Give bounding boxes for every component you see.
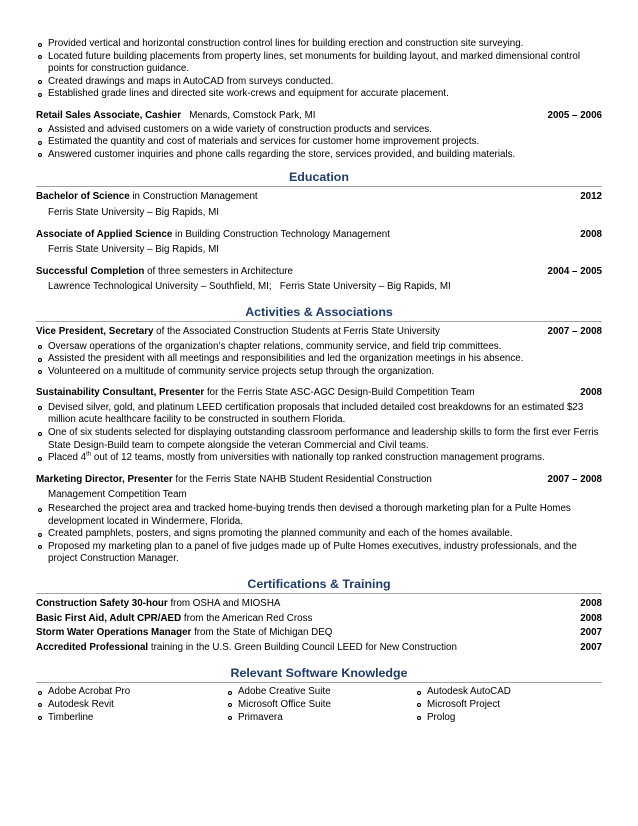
list-item: Timberline xyxy=(36,712,226,725)
role-dates: 2007 – 2008 xyxy=(547,325,602,337)
certifications-heading: Certifications & Training xyxy=(36,577,602,594)
role-desc: for the Ferris State ASC-AGC Design-Build Competition Team xyxy=(204,387,475,399)
job-dates: 2005 – 2006 xyxy=(547,109,602,121)
list-item xyxy=(36,452,602,465)
role-title: Marketing Director, Presenter xyxy=(36,473,173,485)
list-item: Microsoft Office Suite xyxy=(226,699,415,712)
cert-year: 2008 xyxy=(580,598,602,609)
activity-entry xyxy=(36,326,602,378)
cert-name: Storm Water Operations Manager xyxy=(36,627,192,639)
role-title: Vice President, Secretary xyxy=(36,325,154,337)
cert-item xyxy=(36,627,602,640)
software-column xyxy=(226,686,415,724)
list-item: Created pamphlets, posters, and signs promoting the planned community and each of the homes available. xyxy=(36,528,602,541)
list-item: Assisted the president with all meetings and responsibilities and led the organization meetings in his absence. xyxy=(36,353,602,366)
software-column xyxy=(36,686,226,724)
list-item: Prolog xyxy=(415,712,602,725)
cert-desc: from OSHA and MIOSHA xyxy=(167,598,281,609)
cert-item xyxy=(36,598,602,611)
degree: Bachelor of Science xyxy=(36,191,130,203)
list-item: Estimated the quantity and cost of materials and services for customer home improvement projects. xyxy=(36,136,602,149)
list-item: Provided vertical and horizontal construction control lines for building erection and construction site surveying. xyxy=(36,38,602,51)
resume-page xyxy=(36,38,602,724)
list-item: Adobe Creative Suite xyxy=(226,686,415,699)
retail-bullet-list xyxy=(36,124,602,162)
cert-item xyxy=(36,642,602,655)
placed-text-rest: out of 12 teams, mostly from universities with nationally top ranked construction management programs. xyxy=(91,452,545,464)
role-desc: for the Ferris State NAHB Student Residential Construction xyxy=(172,473,432,485)
degree-year: 2008 xyxy=(580,228,602,240)
list-item: Microsoft Project xyxy=(415,699,602,712)
software-grid xyxy=(36,686,602,724)
software-column xyxy=(415,686,602,724)
activity-entry xyxy=(36,474,602,566)
role-dates: 2007 – 2008 xyxy=(547,473,602,485)
activity-bullet-list xyxy=(36,503,602,566)
list-item: Autodesk Revit xyxy=(36,699,226,712)
education-heading: Education xyxy=(36,170,602,187)
school: Lawrence Technological University – Southfield, MI; Ferris State University – Big Rapids, MI xyxy=(48,281,451,293)
school: Ferris State University – Big Rapids, MI xyxy=(48,244,219,256)
degree-year: 2012 xyxy=(580,191,602,203)
cert-desc: from the American Red Cross xyxy=(181,612,313,624)
list-item: Assisted and advised customers on a wide variety of construction products and services. xyxy=(36,124,602,137)
degree: Successful Completion xyxy=(36,265,145,277)
list-item: Located future building placements from property lines, set monuments for building layout, and marked dimensional control points for construction guidance. xyxy=(36,51,602,76)
degree-field: in Construction Management xyxy=(129,191,258,203)
survey-bullet-list xyxy=(36,38,602,101)
job-title: Retail Sales Associate, Cashier xyxy=(36,109,182,121)
list-item: Oversaw operations of the organization’s chapter relations, community service, and field trip committees. xyxy=(36,341,602,354)
list-item: Volunteered on a multitude of community service projects setup through the organization. xyxy=(36,366,602,379)
list-item: Established grade lines and directed site work-crews and equipment for accurate placement. xyxy=(36,88,602,101)
degree: Associate of Applied Science xyxy=(36,228,173,240)
school: Ferris State University – Big Rapids, MI xyxy=(48,206,219,218)
cert-year: 2008 xyxy=(580,612,602,624)
cert-desc: training in the U.S. Green Building Council LEED for New Construction xyxy=(148,641,457,653)
cert-name: Accredited Professional xyxy=(36,641,149,653)
role-dates: 2008 xyxy=(580,387,602,399)
cert-year: 2007 xyxy=(580,627,602,639)
cert-list xyxy=(36,598,602,654)
cert-year: 2007 xyxy=(580,641,602,653)
list-item: Devised silver, gold, and platinum LEED certification proposals that included detailed cost breakdowns for an estimated $23 million acute healthcare facility to be constructed in southern Florida. xyxy=(36,402,602,427)
education-entry xyxy=(36,229,602,257)
list-item: One of six students selected for displaying outstanding classroom performance and leadership skills to form the first ever Ferris State Design-Build team to compete alongside the veteran Commercial and Civil teams. xyxy=(36,427,602,452)
placed-text: Placed 4 xyxy=(48,452,87,464)
retail-job-header xyxy=(36,110,602,123)
list-item: Adobe Acrobat Pro xyxy=(36,686,226,699)
role-desc: of the Associated Construction Students at Ferris State University xyxy=(153,325,440,337)
list-item: Answered customer inquiries and phone calls regarding the store, services provided, and building materials. xyxy=(36,149,602,162)
list-item: Researched the project area and tracked home-buying trends then devised a thorough marketing plan for a Pulte Homes development located in Windermere, Florida. xyxy=(36,503,602,528)
activity-bullet-list xyxy=(36,402,602,465)
degree-field: in Building Construction Technology Management xyxy=(172,228,390,240)
cert-item xyxy=(36,613,602,626)
activity-bullet-list xyxy=(36,341,602,379)
list-item: Primavera xyxy=(226,712,415,725)
cert-name: Construction Safety 30-hour xyxy=(36,598,168,609)
list-item: Proposed my marketing plan to a panel of five judges made up of Pulte Homes executives, industry professionals, and the project Construction Manager. xyxy=(36,541,602,566)
degree-field: of three semesters in Architecture xyxy=(144,265,293,277)
education-entry xyxy=(36,191,602,219)
education-entry xyxy=(36,266,602,294)
activity-entry xyxy=(36,387,602,465)
list-item: Created drawings and maps in AutoCAD from surveys conducted. xyxy=(36,76,602,89)
role-title: Sustainability Consultant, Presenter xyxy=(36,387,205,399)
list-item: Autodesk AutoCAD xyxy=(415,686,602,699)
software-heading: Relevant Software Knowledge xyxy=(36,666,602,683)
job-org: Menards, Comstock Park, MI xyxy=(189,109,316,121)
activities-heading: Activities & Associations xyxy=(36,305,602,322)
cert-desc: from the State of Michigan DEQ xyxy=(191,627,333,639)
cert-name: Basic First Aid, Adult CPR/AED xyxy=(36,612,182,624)
placed-suffix: th xyxy=(86,451,92,458)
degree-year: 2004 – 2005 xyxy=(547,265,602,277)
role-desc-continued: Management Competition Team xyxy=(48,489,187,501)
